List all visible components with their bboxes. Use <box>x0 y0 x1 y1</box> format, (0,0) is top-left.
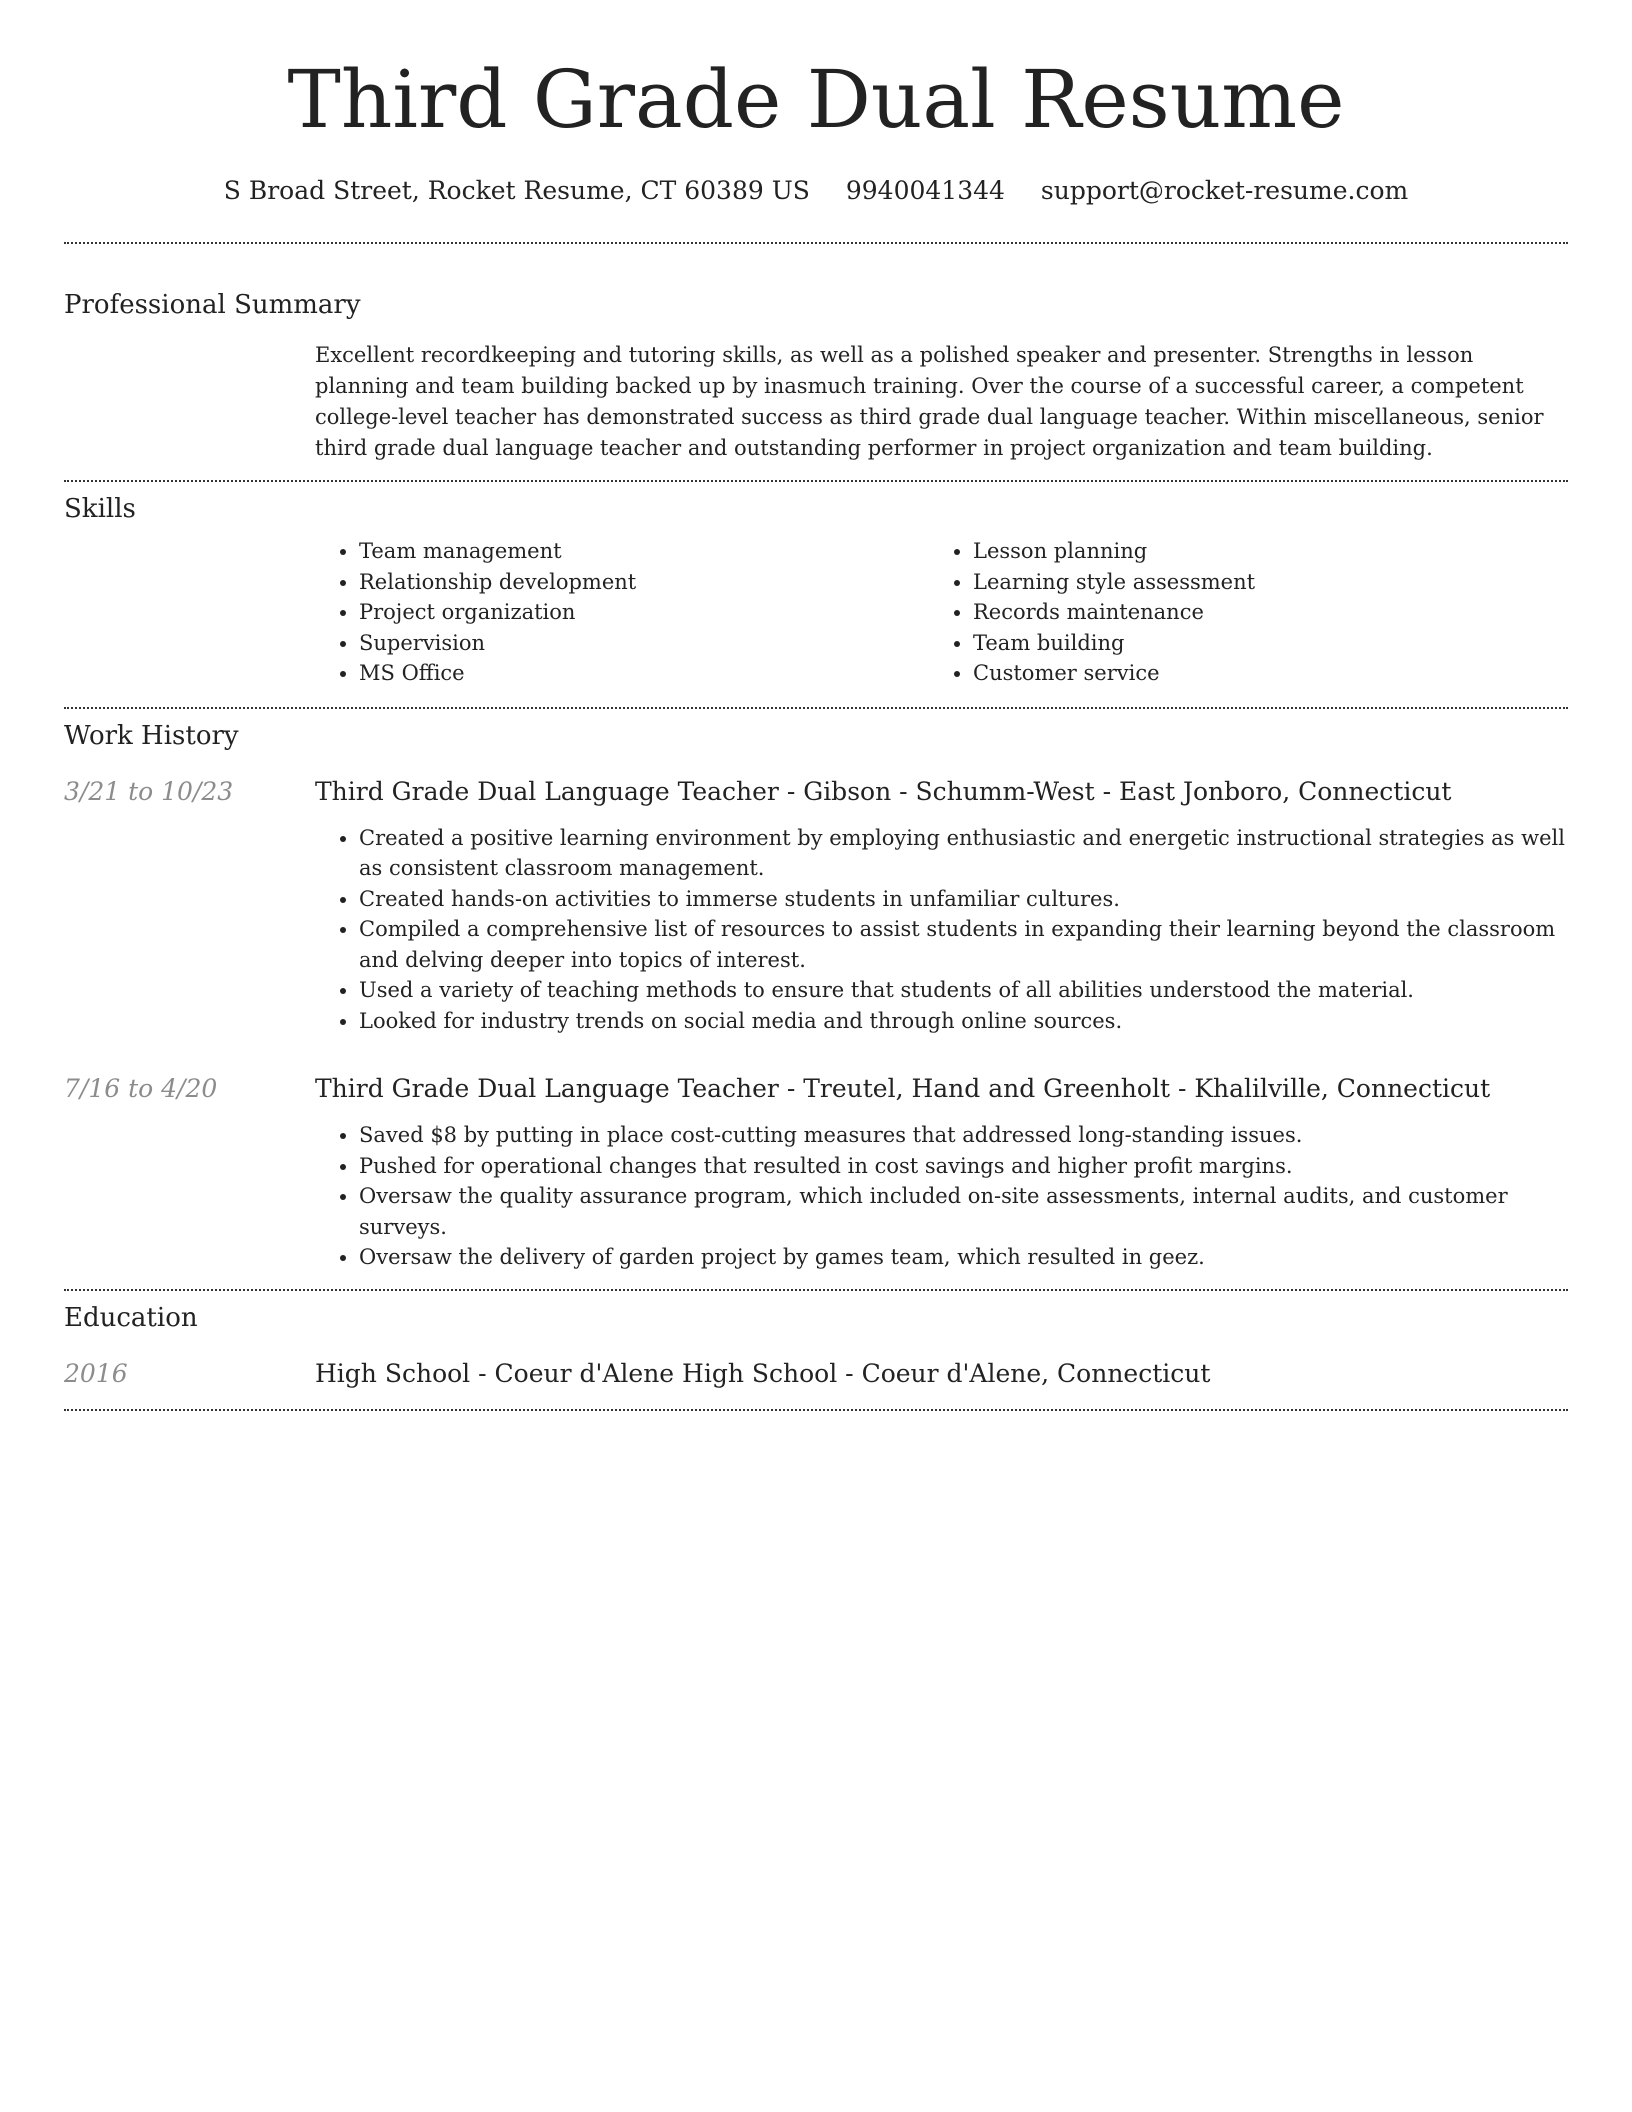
job-bullets <box>315 1120 1568 1273</box>
skills-list-left <box>315 536 929 689</box>
list-item: • Oversaw the delivery of garden project by games team, which resulted in geez. <box>359 1242 1568 1273</box>
job-bullets <box>315 823 1568 1037</box>
summary-title: Professional Summary <box>64 290 361 320</box>
job-heading: Third Grade Dual Language Teacher - Treutel, Hand and Greenholt - Khalilville, Connecticut <box>315 1074 1491 1103</box>
list-item: • Created a positive learning environment by employing enthusiastic and energetic instructional strategies as well as consistent classroom management. <box>359 823 1568 884</box>
skill-item: • Supervision <box>359 628 929 659</box>
job-date: 3/21 to 10/23 <box>64 776 234 806</box>
divider <box>64 1409 1568 1411</box>
skill-item: • MS Office <box>359 658 929 689</box>
list-item: • Oversaw the quality assurance program, which included on-site assessments, internal audits, and customer surveys. <box>359 1181 1568 1242</box>
skills-list-right <box>929 536 1543 689</box>
education-title: Education <box>64 1302 198 1333</box>
education-entry <box>64 1357 1568 1391</box>
skill-item: • Team building <box>973 628 1543 659</box>
contact-email: support@rocket-resume.com <box>1040 176 1409 205</box>
education-date: 2016 <box>64 1358 128 1388</box>
skill-item: • Project organization <box>359 597 929 628</box>
contact-phone: 9940041344 <box>845 176 1005 205</box>
job-date: 7/16 to 4/20 <box>64 1074 218 1103</box>
job-entry <box>64 775 1568 1037</box>
skill-item: • Relationship development <box>359 567 929 598</box>
summary-section <box>64 244 1568 464</box>
work-section <box>64 709 1568 1273</box>
skill-item: • Learning style assessment <box>973 567 1543 598</box>
skills-title: Skills <box>64 494 136 524</box>
skill-item: • Lesson planning <box>973 536 1543 567</box>
education-section <box>64 1291 1568 1391</box>
resume-header <box>64 0 1568 208</box>
list-item: • Pushed for operational changes that resulted in cost savings and higher profit margins. <box>359 1151 1568 1182</box>
skill-item: • Team management <box>359 536 929 567</box>
resume-name: Third Grade Dual Resume <box>287 53 1345 146</box>
education-heading: High School - Coeur d'Alene High School - Coeur d'Alene, Connecticut <box>315 1358 1211 1388</box>
list-item: • Saved $8 by putting in place cost-cutting measures that addressed long-standing issues. <box>359 1120 1568 1151</box>
list-item: • Looked for industry trends on social media and through online sources. <box>359 1006 1568 1037</box>
list-item: • Created hands-on activities to immerse students in unfamiliar cultures. <box>359 884 1568 915</box>
skill-item: • Records maintenance <box>973 597 1543 628</box>
work-title: Work History <box>64 720 239 751</box>
skills-section <box>64 482 1568 689</box>
contact-line <box>64 174 1568 208</box>
list-item: • Compiled a comprehensive list of resources to assist students in expanding their learning beyond the classroom and delving deeper into topics of interest. <box>359 914 1568 975</box>
contact-address: S Broad Street, Rocket Resume, CT 60389 US <box>223 176 810 205</box>
job-heading: Third Grade Dual Language Teacher - Gibson - Schumm-West - East Jonboro, Connecticut <box>315 776 1452 806</box>
summary-text: Excellent recordkeeping and tutoring skills, as well as a polished speaker and presenter. Strengths in lesson planning and team building backed up by inasmuch training. Over the course of a successful career, a competent college-level teacher has demonstrated success as third grade dual language teacher. Within miscellaneous, senior third grade dual language teacher and outstanding performer in project organization and team building. <box>315 343 1544 460</box>
job-entry <box>64 1072 1568 1273</box>
list-item: • Used a variety of teaching methods to ensure that students of all abilities understood the material. <box>359 975 1568 1006</box>
skill-item: • Customer service <box>973 658 1543 689</box>
